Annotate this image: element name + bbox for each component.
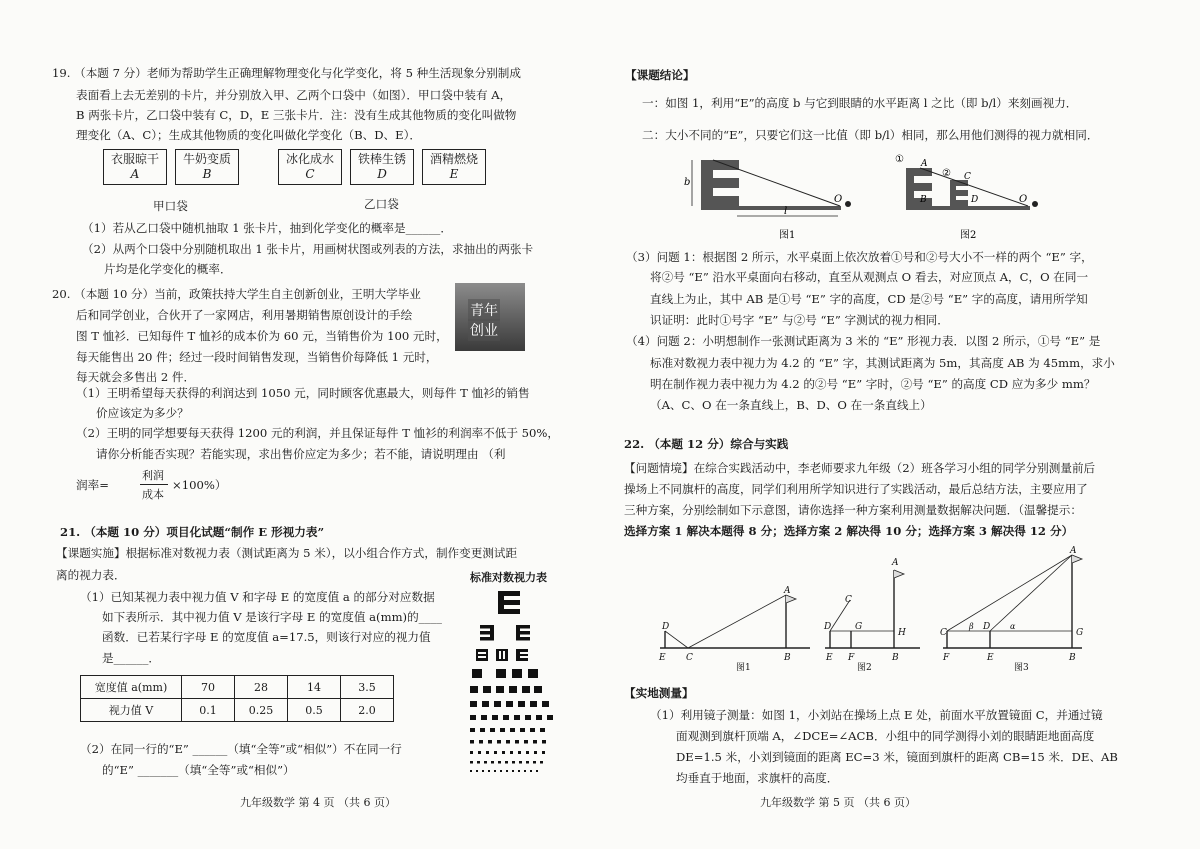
profit-rate-numerator: 利润 <box>142 469 164 482</box>
profit-rate-denominator: 成本 <box>142 488 164 501</box>
card-a-name: 衣服晾干 <box>110 152 159 166</box>
svg-text:B: B <box>920 195 927 205</box>
table-cell: 28 <box>235 676 288 699</box>
startup-photo <box>455 283 525 351</box>
table-cell: 3.5 <box>341 676 394 699</box>
e-figure-2 <box>895 154 1038 241</box>
svg-text:A: A <box>1070 546 1077 556</box>
q4-line-4: （A、C、O 在一条直线上，B、D、O 在一条直线上） <box>650 398 932 412</box>
svg-text:β: β <box>969 622 974 631</box>
conclusion-line-2: 二：大小不同的“E”，只要它们这一比值（即 b/l）相同，那么用他们测得的视力就相同． <box>642 128 1099 142</box>
page-5 <box>600 0 1200 849</box>
card-c <box>278 149 342 185</box>
bag-b-label: 乙口袋 <box>364 197 399 211</box>
photo-caption-2: 创业 <box>468 319 500 341</box>
card-d-name: 铁棒生锈 <box>357 152 406 166</box>
svg-text:D: D <box>824 622 832 632</box>
svg-text:E: E <box>659 653 666 663</box>
footer-right: 九年级数学 第 5 页 （共 6 页） <box>760 796 916 809</box>
card-b-letter: B <box>202 167 212 181</box>
eye-chart <box>460 585 560 795</box>
card-e-name: 酒精燃烧 <box>429 152 478 166</box>
q19-line-4: 理变化（A、C）；生成其他物质的变化叫做化学变化（B、D、E）． <box>76 128 421 142</box>
svg-text:D: D <box>662 622 670 632</box>
q21-p2a: （2）在同一行的“E” ______（填“全等”或“相似”）不在同一行 <box>80 742 402 756</box>
svg-text:b: b <box>684 177 691 188</box>
flagpole-figure-2 <box>823 558 920 673</box>
card-e-letter: E <box>449 167 459 181</box>
table-cell: 宽度值 a(mm) <box>81 676 182 699</box>
measure-title: 【实地测量】 <box>624 686 694 700</box>
q4-line-1: （4）问题 2：小明想制作一张测试距离为 3 米的 “E” 形视力表．以图 2 所示，①号 “E” 是 <box>626 334 1101 348</box>
q19-part1: （1）若从乙口袋中随机抽取 1 张卡片，抽到化学变化的概率是______． <box>82 221 452 235</box>
svg-text:F: F <box>848 653 855 663</box>
flagpole-figure-1 <box>658 586 810 673</box>
card-e <box>422 149 486 185</box>
q21-p1-line-4: 是______． <box>102 651 160 665</box>
plan1-caption: 图1 <box>736 663 751 673</box>
card-a <box>103 149 167 185</box>
e-figure-1 <box>684 160 851 241</box>
q22-line-1: 【问题情境】在综合实践活动中，李老师要求九年级（2）班各学习小组的同学分别测量前后 <box>624 461 1096 475</box>
q20-line-4: 每天能售出 20 件；经过一段时间销售发现，当销售价每降低 1 元时， <box>76 350 438 364</box>
svg-text:D: D <box>971 195 979 205</box>
q19-line-1: 19. （本题 7 分）老师为帮助学生正确理解物理变化与化学变化，将 5 种生活现象分别制成 <box>52 66 521 80</box>
measure-line-1: （1）利用镜子测量：如图 1，小刘站在操场上点 E 处，前面水平放置镜面 C，并通过镜 <box>650 708 1103 722</box>
e-figures <box>680 150 1080 245</box>
q19-part2a: （2）从两个口袋中分别随机取出 1 张卡片，用画树状图或列表的方法，求抽出的两张卡 <box>82 242 534 256</box>
measure-line-4: 均垂直于地面，求旗杆的高度． <box>676 771 839 785</box>
svg-text:C: C <box>686 653 693 663</box>
q3-line-4: 识证明：此时①号字 “E” 与②号 “E” 字测试的视力相同． <box>650 313 949 327</box>
bag-a-label: 甲口袋 <box>153 199 188 213</box>
q22-line-3: 三种方案，分别绘制如下示意图，请你选择一种方案利用测量数据解决问题．（温馨提示： <box>624 503 1082 517</box>
q19-line-2: 表面看上去无差别的卡片，并分别放入甲、乙两个口袋中（如图）．甲口袋中装有 A， <box>76 88 512 102</box>
measure-line-2: 面观测到旗杆顶端 A，∠DCE=∠ACB．小组中的同学测得小刘的眼睛距地面高度 <box>676 729 1095 743</box>
profit-rate-label: 润率= <box>76 478 109 492</box>
q22-title: 22. （本题 12 分）综合与实践 <box>624 437 789 451</box>
table-row <box>81 676 394 699</box>
svg-text:B: B <box>892 653 899 663</box>
svg-text:A: A <box>784 586 791 596</box>
profit-rate-suffix: ×100%） <box>172 478 227 492</box>
q20-part2a: （2）王明的同学想要每天获得 1200 元的利润，并且保证每件 T 恤衫的利润率不低于 50%， <box>76 426 559 440</box>
q20-part1a: （1）王明希望每天获得的利润达到 1050 元，同时顾客优惠最大，则每件 T 恤衫的销售 <box>76 386 530 400</box>
svg-text:B: B <box>784 653 791 663</box>
q21-p1-line-2: 如下表所示．其中视力值 V 是该行字母 E 的宽度值 a(mm)的____ <box>102 610 442 624</box>
plan3-caption: 图3 <box>1014 663 1029 673</box>
card-c-name: 冰化成水 <box>285 152 334 166</box>
card-d-letter: D <box>377 167 387 181</box>
table-cell: 视力值 V <box>81 699 182 722</box>
flagpole-figure-3 <box>940 546 1083 673</box>
q20-line-2: 后和同学创业，合伙开了一家网店，利用暑期销售原创设计的手绘 <box>76 308 413 322</box>
q3-line-1: （3）问题 1：根据图 2 所示，水平桌面上依次放着①号和②号大小不一样的两个 “E” 字， <box>626 250 1093 264</box>
measure-line-3: DE=1.5 米，小刘到镜面的距离 EC=3 米，镜面到旗杆的距离 CB=15 米．DE、AB <box>676 750 1118 764</box>
eye-chart-rows <box>470 591 553 772</box>
bag-a-cards <box>103 149 239 185</box>
svg-text:②: ② <box>942 168 951 179</box>
svg-text:H: H <box>898 628 906 638</box>
q4-line-3: 明在制作视力表中视力为 4.2 的②号 “E” 字时，②号 “E” 的高度 CD 应为多少 mm？ <box>650 377 1096 391</box>
card-d <box>350 149 414 185</box>
conclusion-line-1: 一：如图 1，利用“E”的高度 b 与它到眼睛的水平距离 l 之比（即 b/l）来刻画视力． <box>642 96 1078 110</box>
svg-text:C: C <box>964 172 971 182</box>
q21-p1-line-1: （1）已知某视力表中视力值 V 和字母 E 的宽度值 a 的部分对应数据 <box>80 590 435 604</box>
svg-text:O: O <box>834 194 843 205</box>
svg-text:B: B <box>1069 653 1076 663</box>
q4-line-2: 标准对数视力表中视力为 4.2 的 “E” 字，其测试距离为 5m，其高度 AB 为 45mm，求小 <box>650 356 1115 370</box>
eye-chart-title: 标准对数视力表 <box>470 571 547 584</box>
card-b-name: 牛奶变质 <box>182 152 231 166</box>
bag-b-cards <box>278 149 486 185</box>
vision-table <box>80 675 394 722</box>
q3-line-3: 直线上为止，其中 AB 是①号 “E” 字的高度，CD 是②号 “E” 字的高度，请用所学知 <box>650 292 1088 306</box>
fraction-bar <box>140 484 168 485</box>
table-cell: 0.1 <box>182 699 235 722</box>
fig1-caption: 图1 <box>779 230 796 241</box>
svg-text:O: O <box>1019 194 1028 205</box>
svg-text:①: ① <box>895 154 904 165</box>
flagpole-figures <box>650 545 1090 675</box>
svg-text:l: l <box>784 206 788 217</box>
svg-text:A: A <box>921 159 928 169</box>
conclusion-title: 【课题结论】 <box>625 68 695 82</box>
svg-text:F: F <box>943 653 950 663</box>
q21-title: 21. （本题 10 分）项目化试题“制作 E 形视力表” <box>60 525 325 539</box>
q21-impl-a: 【课题实施】根据标准对数视力表（测试距离为 5 米），以小组合作方式，制作变更测试距 <box>56 546 518 560</box>
card-c-letter: C <box>305 167 315 181</box>
footer-left: 九年级数学 第 4 页 （共 6 页） <box>240 796 396 809</box>
table-row <box>81 699 394 722</box>
q20-line-5: 每天就会多售出 2 件． <box>76 370 196 384</box>
plan2-caption: 图2 <box>857 663 872 673</box>
svg-text:G: G <box>1076 628 1084 638</box>
svg-text:D: D <box>983 622 991 632</box>
table-cell: 0.5 <box>288 699 341 722</box>
svg-text:E: E <box>826 653 833 663</box>
q20-part1b: 价应该定为多少？ <box>96 406 189 420</box>
q21-p2b: 的“E” _______（填“全等”或“相似”） <box>102 763 295 777</box>
q22-line-4: 选择方案 1 解决本题得 8 分；选择方案 2 解决得 10 分；选择方案 3 解决得 12 分） <box>624 524 1074 538</box>
svg-text:C: C <box>940 628 947 638</box>
table-cell: 2.0 <box>341 699 394 722</box>
q22-line-2: 操场上不同旗杆的高度，同学们利用所学知识进行了实践活动，最后总结方法，主要应用了 <box>624 482 1088 496</box>
svg-text:C: C <box>845 595 852 605</box>
table-cell: 70 <box>182 676 235 699</box>
q20-line-3: 图 T 恤衫．已知每件 T 恤衫的成本价为 60 元，当销售价为 100 元时， <box>76 329 448 343</box>
q19-line-3: B 两张卡片，乙口袋中装有 C，D，E 三张卡片．注：没有生成其他物质的变化叫做物 <box>76 108 517 122</box>
svg-text:A: A <box>892 558 899 568</box>
card-a-letter: A <box>130 167 140 181</box>
svg-text:α: α <box>1010 622 1016 631</box>
table-cell: 0.25 <box>235 699 288 722</box>
table-cell: 14 <box>288 676 341 699</box>
q20-part2b: 请你分析能否实现？若能实现，求出售价应定为多少；若不能，请说明理由 （利 <box>96 447 506 461</box>
q21-p1-line-3: 函数．已若某行字母 E 的宽度值 a=17.5，则该行对应的视力值 <box>102 630 431 644</box>
svg-text:G: G <box>855 622 863 632</box>
svg-text:E: E <box>987 653 994 663</box>
photo-caption-1: 青年 <box>468 299 500 321</box>
q19-part2b: 片均是化学变化的概率． <box>104 262 232 276</box>
card-b <box>175 149 239 185</box>
fig2-caption: 图2 <box>960 230 977 241</box>
q21-impl-b: 离的视力表． <box>56 568 126 582</box>
q20-line-1: 20. （本题 10 分）当前，政策扶持大学生自主创新创业，王明大学毕业 <box>52 287 421 301</box>
q3-line-2: 将②号 “E” 沿水平桌面向右移动，直至从观测点 O 看去，对应顶点 A，C，O 在同一 <box>650 270 1089 284</box>
